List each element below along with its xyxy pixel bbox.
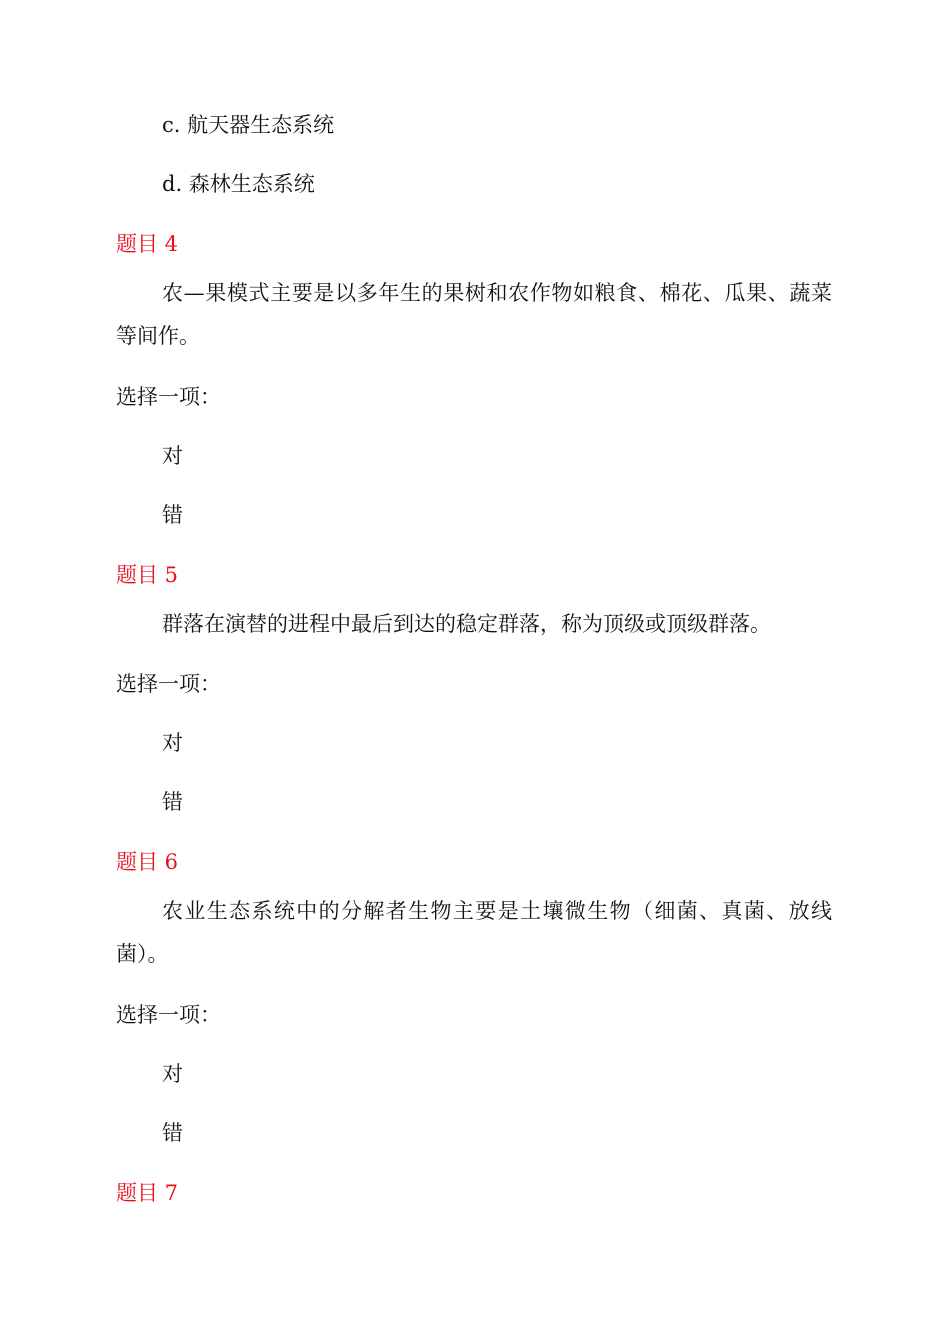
question-7-heading: 题目 7: [116, 1181, 179, 1205]
question-5-choose-label: 选择一项：: [116, 672, 221, 696]
option-c[interactable]: c. 航天器生态系统: [162, 113, 335, 137]
option-d[interactable]: d. 森林生态系统: [162, 172, 315, 196]
question-4-text: 农—果模式主要是以多年生的果树和农作物如粮食、棉花、瓜果、蔬菜等间作。: [116, 281, 832, 348]
question-4-option-true[interactable]: 对: [162, 444, 183, 468]
question-6-text: 农业生态系统中的分解者生物主要是土壤微生物（细菌、真菌、放线菌）。: [116, 899, 832, 966]
question-6-heading: 题目 6: [116, 850, 179, 874]
question-6-option-false[interactable]: 错: [162, 1121, 183, 1145]
question-6-option-true[interactable]: 对: [162, 1062, 183, 1086]
question-5-heading: 题目 5: [116, 563, 179, 587]
question-5-text: 群落在演替的进程中最后到达的稳定群落，称为顶级或顶级群落。: [162, 612, 771, 636]
question-5-option-false[interactable]: 错: [162, 790, 183, 814]
question-5-option-true[interactable]: 对: [162, 731, 183, 755]
question-4-choose-label: 选择一项：: [116, 385, 221, 409]
question-4-option-false[interactable]: 错: [162, 503, 183, 527]
question-4-heading: 题目 4: [116, 232, 179, 256]
question-6-choose-label: 选择一项：: [116, 1003, 221, 1027]
